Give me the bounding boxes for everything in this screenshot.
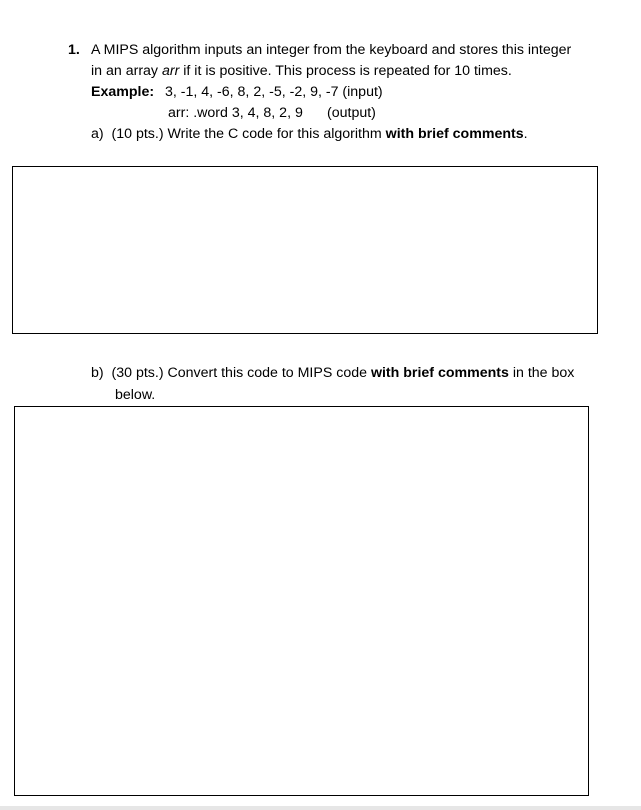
example-output: arr: .word 3, 4, 8, 2, 9 (168, 105, 303, 121)
part-a-emphasis: with brief comments (385, 126, 524, 142)
question-number: 1. (68, 42, 80, 58)
question-line-2-post: if it is positive. This process is repeated for 10 times. (179, 63, 512, 79)
array-variable-name: arr (161, 63, 180, 79)
example-input: 3, -1, 4, -6, 8, 2, -5, -2, 9, -7 (input) (165, 84, 383, 100)
question-line-2-pre: in an array (91, 63, 162, 79)
part-a-answer-box[interactable] (12, 166, 598, 334)
page-bottom-divider (0, 806, 641, 810)
part-b-text-end: in the box (508, 365, 575, 381)
part-a-prompt (91, 124, 528, 144)
example-output-tag: (output) (327, 105, 376, 121)
part-b-answer-box[interactable] (14, 406, 589, 796)
example-label: Example: (91, 84, 155, 100)
part-b-emphasis: with brief comments (370, 365, 509, 381)
part-b-prompt-line-2: below. (115, 387, 156, 403)
part-a-text-end: . (523, 126, 528, 142)
example-input-line (91, 82, 383, 102)
part-a-label: a) (91, 126, 104, 142)
part-b-prompt (91, 363, 574, 383)
part-b-text: (30 pts.) Convert this code to MIPS code (111, 365, 371, 381)
part-b-label: b) (91, 365, 104, 381)
part-a-text: (10 pts.) Write the C code for this algorithm (111, 126, 386, 142)
question-line-1: A MIPS algorithm inputs an integer from the keyboard and stores this integer (91, 42, 572, 58)
question-line-2 (91, 61, 512, 81)
